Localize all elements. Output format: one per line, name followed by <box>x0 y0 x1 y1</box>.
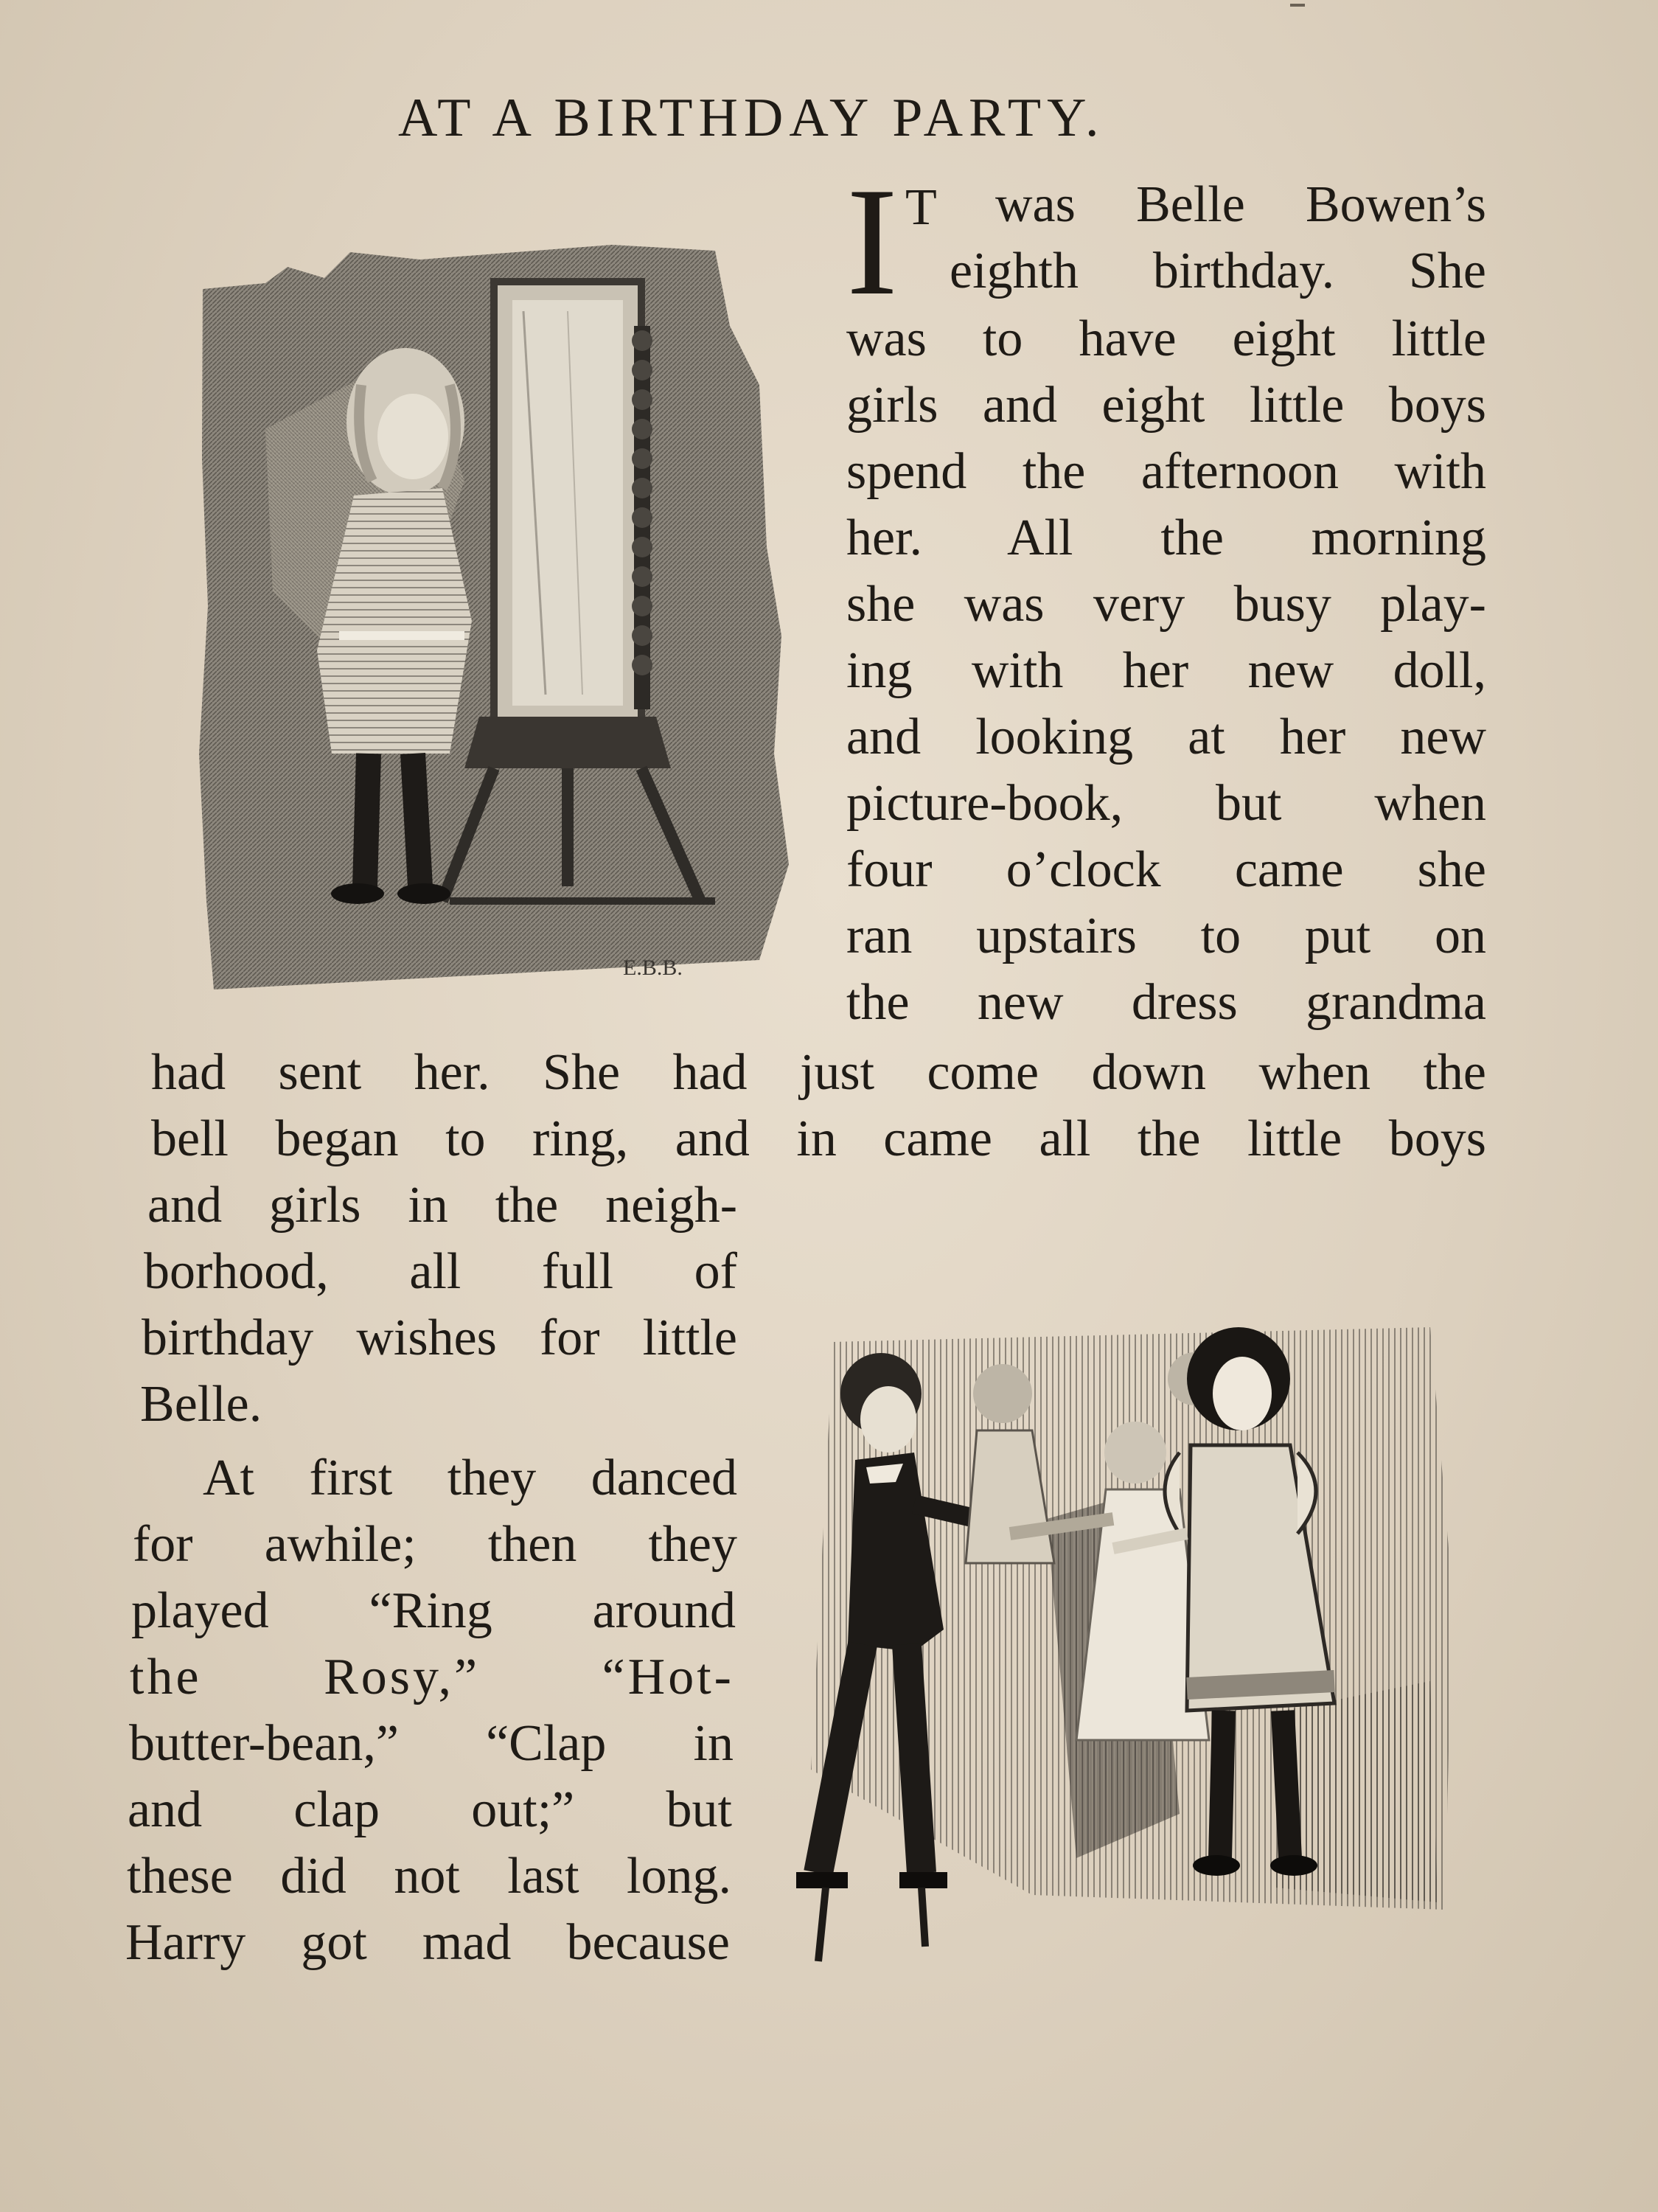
illustration-girl-at-mirror <box>199 237 804 997</box>
text-line: for awhile; then they <box>133 1516 737 1573</box>
text-line: spend the afternoon with <box>846 443 1486 500</box>
text-line: and girls in the neigh- <box>147 1177 737 1234</box>
text-line: ing with her new doll, <box>846 642 1486 699</box>
text-line: played “Ring around <box>131 1582 736 1639</box>
text-line: and looking at her new <box>846 709 1486 765</box>
text-line: borhood, all full of <box>144 1243 737 1300</box>
text-line: was to have eight little <box>846 310 1486 367</box>
text-line: birthday wishes for little <box>142 1310 737 1366</box>
text-line: the Rosy,” “Hot- <box>130 1649 734 1705</box>
text-line: and clap out;” but <box>128 1781 732 1838</box>
text-line: had sent her. She had just come down when the <box>151 1044 1486 1101</box>
text-line: butter-bean,” “Clap in <box>129 1715 734 1772</box>
text-line: was Belle Bowen’s <box>995 176 1486 233</box>
page-mark <box>1290 4 1305 7</box>
text-line: her. All the morning <box>846 509 1486 566</box>
text-line: At first they danced <box>203 1450 737 1506</box>
text-line: these did not last long. <box>127 1848 731 1905</box>
illustration-children-dancing <box>767 1298 1474 1976</box>
text-line: eighth birthday. She <box>950 243 1486 299</box>
drop-cap-continuation: T <box>905 179 937 236</box>
text-line: ran upstairs to put on <box>846 908 1486 964</box>
text-line: four o’clock came she <box>846 841 1486 898</box>
illustration-signature: E.B.B. <box>623 956 683 980</box>
text-line: picture-book, but when <box>846 775 1486 832</box>
text-line: Belle. <box>140 1376 262 1433</box>
page-title: AT A BIRTHDAY PARTY. <box>398 88 1105 148</box>
text-line: Harry got mad because <box>125 1914 730 1971</box>
text-line: bell began to ring, and in came all the little boys <box>151 1110 1486 1167</box>
drop-cap: I <box>846 156 898 327</box>
text-line: girls and eight little boys <box>846 377 1486 434</box>
text-line: the new dress grandma <box>846 974 1486 1031</box>
text-line: she was very busy play- <box>846 576 1486 633</box>
